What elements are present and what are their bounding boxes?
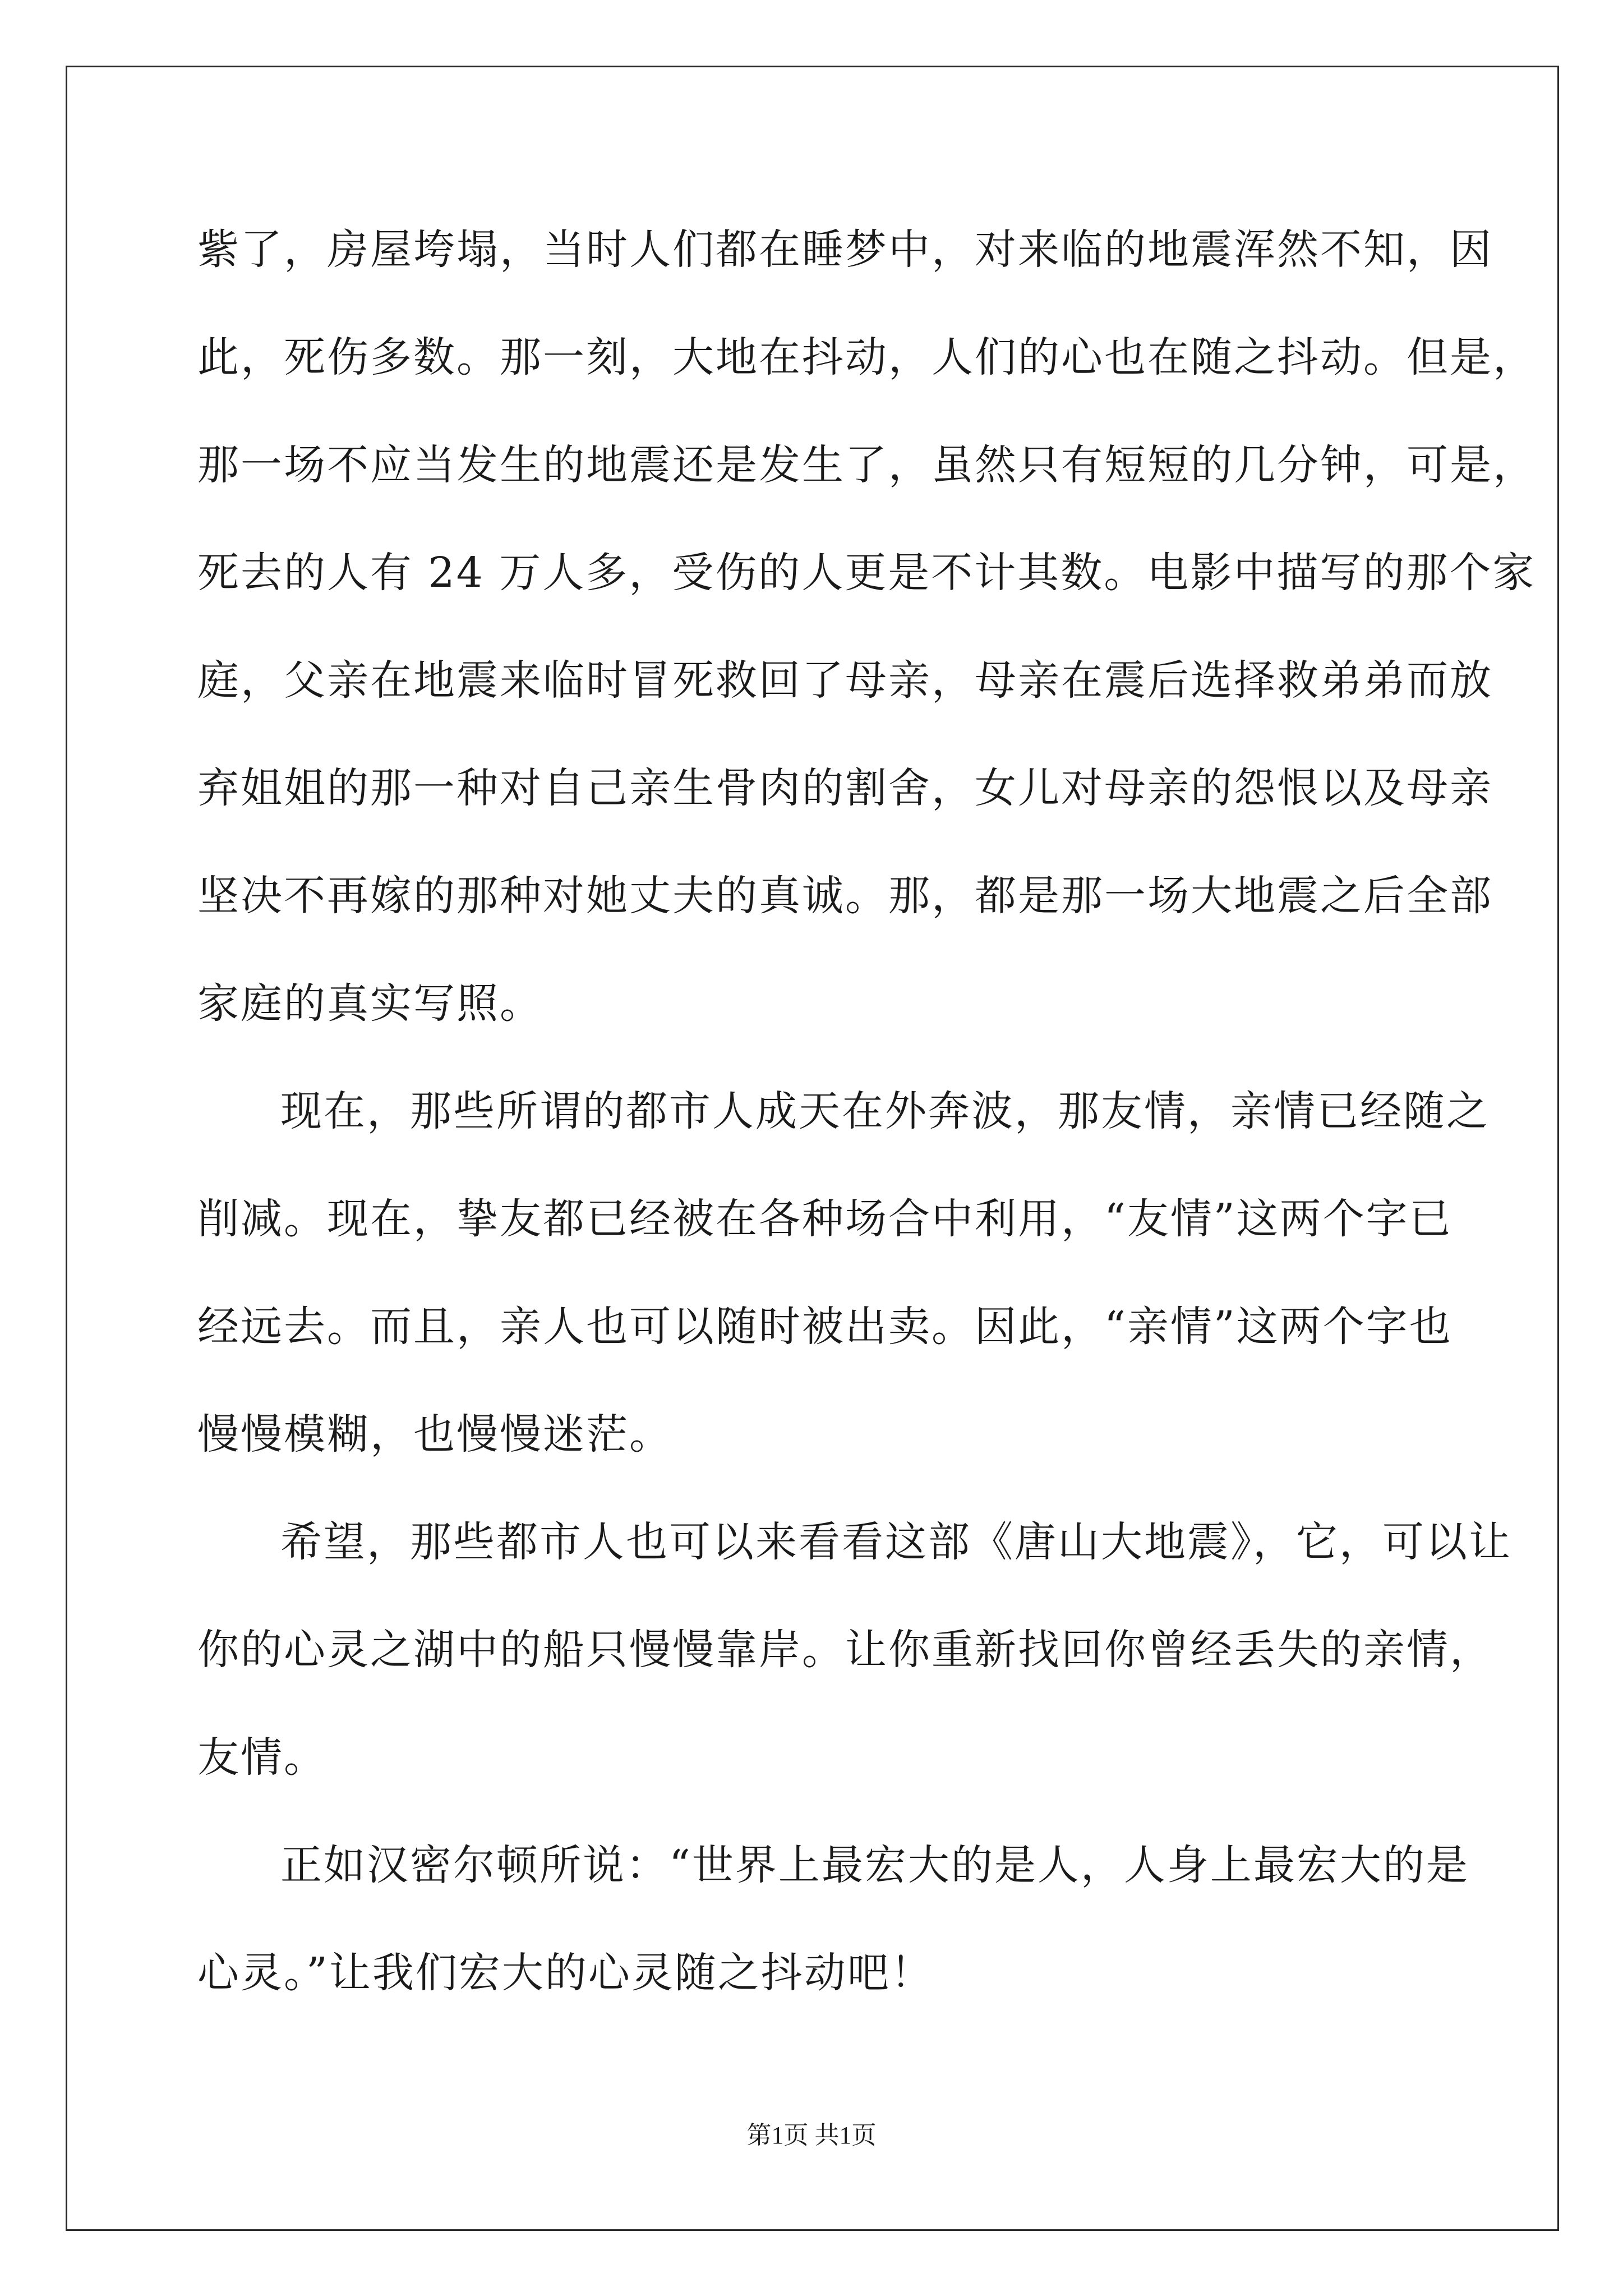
text-line: 此，死伤多数。那一刻，大地在抖动，人们的心也在随之抖动。但是，: [197, 333, 1536, 381]
text-line: 坚决不再嫁的那种对她丈夫的真诚。那，都是那一场大地震之后全部: [197, 872, 1493, 920]
text-line: 正如汉密尔顿所说：“世界上最宏大的是人，人身上最宏大的是: [280, 1841, 1469, 1889]
text-line: 家庭的真实写照。: [197, 979, 543, 1028]
text-line: 友情。: [197, 1733, 327, 1782]
text-line: 庭，父亲在地震来临时冒死救回了母亲，母亲在震后选择救弟弟而放: [197, 656, 1493, 705]
text-line: 慢慢模糊，也慢慢迷茫。: [197, 1410, 672, 1458]
text-line: 削减。现在，挚友都已经被在各种场合中利用，“友情”这两个字已: [197, 1195, 1453, 1243]
document-body: [197, 216, 1536, 2047]
text-line: 现在，那些所谓的都市人成天在外奔波，那友情，亲情已经随之: [280, 1087, 1490, 1135]
text-line: 那一场不应当发生的地震还是发生了，虽然只有短短的几分钟，可是，: [197, 441, 1536, 489]
text-line: 死去的人有 24 万人多，受伤的人更是不计其数。电影中描写的那个家: [197, 549, 1536, 597]
text-line: 希望，那些都市人也可以来看看这部《唐山大地震》，它，可以让: [280, 1518, 1512, 1566]
text-line: 心灵。”让我们宏大的心灵随之抖动吧！: [197, 1949, 934, 1997]
text-line: 经远去。而且，亲人也可以随时被出卖。因此，“亲情”这两个字也: [197, 1303, 1453, 1351]
text-line: 弃姐姐的那一种对自己亲生骨肉的割舍，女儿对母亲的怨恨以及母亲: [197, 764, 1493, 812]
text-line: 你的心灵之湖中的船只慢慢靠岸。让你重新找回你曾经丢失的亲情，: [197, 1626, 1493, 1674]
page-footer: 第1页 共1页: [746, 2122, 877, 2149]
text-line: 紫了，房屋垮塌，当时人们都在睡梦中，对来临的地震浑然不知，因: [197, 226, 1493, 274]
